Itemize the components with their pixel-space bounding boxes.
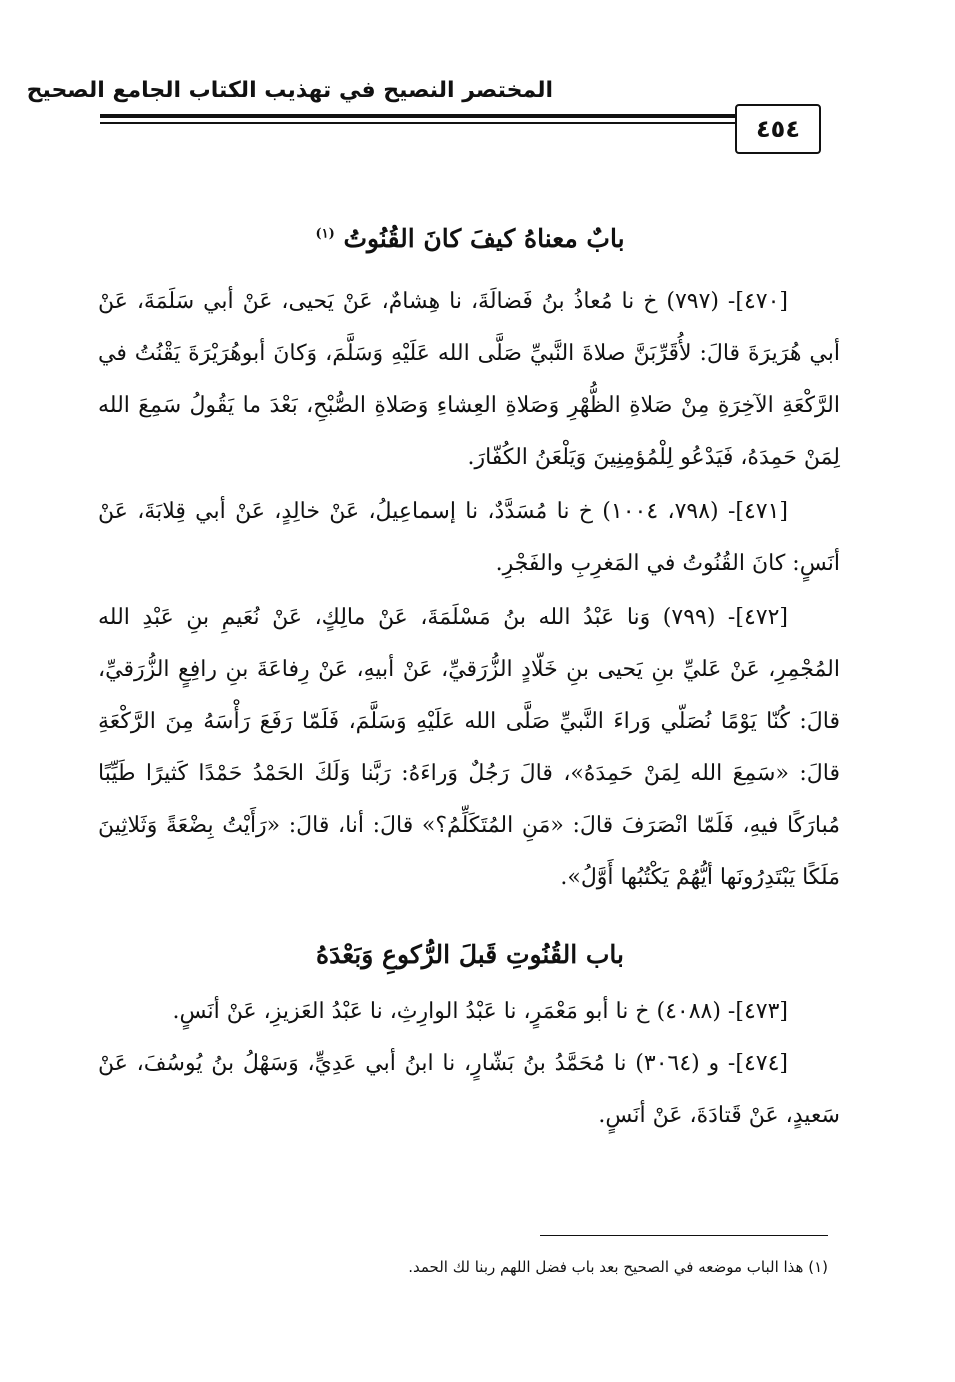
footnote-separator [540,1235,828,1236]
hadith-473 [98,986,840,1038]
hadith-474 [98,1038,840,1142]
footnote: (١) هذا الباب موضعه في الصحيح بعد باب فضل اللهم ربنا لك الحمد. [408,1258,828,1276]
chapter-heading-1 [100,224,840,253]
hadith-470 [98,276,840,484]
page-number: ٤٥٤ [756,115,800,143]
hadith-471-text: [٤٧١]- (٧٩٨، ١٠٠٤) خ نا مُسَدَّدٌ، نا إسماعِيلُ، عَنْ خالِدٍ، عَنْ أبي قِلابَةَ، عَنْ أنَسٍ: كانَ القُنُوتُ في المَغرِبِ والفَجْرِ. [98,499,840,576]
hadith-473-text: [٤٧٣]- (٤٠٨٨) خ نا أبو مَعْمَرٍ، نا عَبْدُ الوارِثِ، نا عَبْدُ العَزيزِ، عَنْ أنَسٍ. [172,999,788,1024]
chapter-heading-2-text: باب القُنُوتِ قَبلَ الرُّكوعِ وَبَعْدَهُ [316,940,624,969]
header-rule-thin [100,122,735,124]
footnote-marker: (١) [315,226,335,242]
page-number-box [735,104,821,154]
hadith-472 [98,592,840,904]
hadith-470-text: [٤٧٠]- (٧٩٧) خ نا مُعاذُ بنُ فَضالَةَ، نا هِشامٌ، عَنْ يَحيى، عَنْ أبي سَلَمَةَ، عَنْ أبي هُرَيرَةَ قالَ: لأُقَرِّبَنَّ صلاةَ النَّبيِّ صَلَّى الله عَلَيْهِ وَسَلَّمَ، وَكانَ أبوهُرَيْرَةَ يَقْنُتُ في الرَّكْعَةِ الآخِرَةِ مِنْ صَلاةِ الظُّهْرِ وَصَلاةِ العِشاءِ وَصَلاةِ الصُّبْحِ، بَعْدَ ما يَقُولُ سَمِعَ الله لِمَنْ حَمِدَهُ، فَيَدْعُو لِلْمُؤمِنِينَ وَيَلْعَنُ الكُفّارَ. [98,289,840,470]
header-rule-thick [100,114,735,118]
chapter-heading-2 [100,940,840,969]
hadith-471 [98,486,840,590]
hadith-472-text: [٤٧٢]- (٧٩٩) وَنا عَبْدُ الله بنُ مَسْلَمَةَ، عَنْ مالِكٍ، عَنْ نُعَيمِ بنِ عَبْدِ الله المُجْمِرِ، عَنْ عَليِّ بنِ يَحيى بنِ خَلّادٍ الزُّرَقيِّ، عَنْ أبيهِ، عَنْ رِفاعَةَ بنِ رافِعٍ الزُّرَقيِّ، قالَ: كُنّا يَوْمًا نُصَلّي وَراءَ النَّبيِّ صَلَّى الله عَلَيْهِ وَسَلَّمَ، فَلَمّا رَفَعَ رَأْسَهُ مِنَ الرَّكْعَةِ قالَ: «سَمِعَ الله لِمَنْ حَمِدَهُ»، قالَ رَجُلٌ وَراءَهُ: رَبَّنا وَلَكَ الحَمْدُ حَمْدًا كَثيرًا طَيِّبًا مُبارَكًا فيهِ، فَلَمّا انْصَرَفَ قالَ: «مَنِ المُتَكَلِّمُ؟» قالَ: أنا، قالَ: «رَأَيْتُ بِضْعَةً وَثَلاثِينَ مَلَكًا يَبْتَدِرُونَها أيُّهُمْ يَكْتُبُها أَوَّلُ». [98,605,840,890]
chapter-heading-1-text: بابٌ معناهُ كيفَ كانَ القُنُوتُ [343,224,625,253]
hadith-474-text: [٤٧٤]- و (٣٠٦٤) نا مُحَمَّدُ بنُ بَشّارٍ، نا ابنُ أبي عَدِيٍّ، وَسَهْلُ بنُ يُوسُفَ، عَنْ سَعيدٍ، عَنْ قَتادَةَ، عَنْ أنَسٍ. [98,1051,840,1128]
running-header-title: المختصر النصيح في تهذيب الكتاب الجامع الصحيح [26,78,553,103]
